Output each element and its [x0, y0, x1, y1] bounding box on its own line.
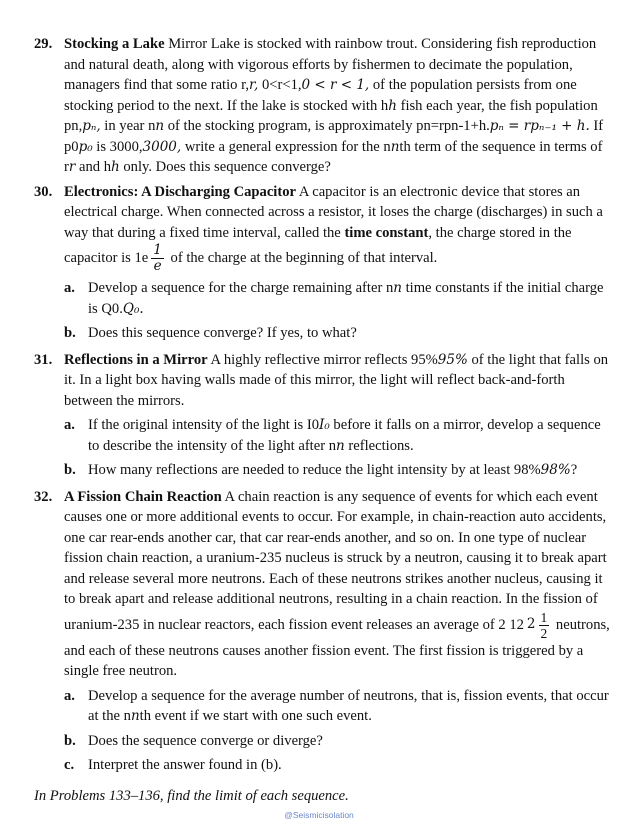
- subproblem-letter: a.: [64, 687, 75, 704]
- problem-text: fish each year, the fish population pn,: [64, 97, 598, 134]
- subproblem-text: Does this sequence converge? If yes, to what?: [88, 325, 357, 341]
- bold-term: time constant: [344, 224, 429, 241]
- math-recurrence: pₙ = rpₙ₋₁ + h.: [489, 118, 590, 134]
- problem-title: Electronics: A Discharging Capacitor: [64, 183, 296, 200]
- fraction-numerator: 1: [540, 609, 548, 625]
- problem-text: of the population persists from one stocking period to the next. If the lake is stocked with h: [64, 77, 577, 114]
- text: How many reflections are needed to reduce the light intensity by at least 98%: [88, 462, 541, 478]
- math-r: r: [68, 159, 76, 175]
- problem-text: If p0: [64, 118, 604, 155]
- problem-text: A chain reaction is any sequence of events for which each event causes one or more additional events to occur. For example, in chain-reaction auto accidents, one car rear-ends another car, that car rear-ends another, and so on. In one type of nuclear fission chain reaction, a uranium-235 nucleus is struck by a neutron, causing it to break apart and release several more neutrons. Each of these neutrons strikes another nucleus, causing it to break apart and release additional neutrons, resulting in a chain reaction. In the fission of uranium-235 in nuclear reactors, each fission event releases an average of 2 12: [64, 488, 607, 633]
- text: Develop a sequence for the average number of neutrons, that is, fission events, that occur at the n: [88, 687, 609, 724]
- problem-text: is 3000,: [92, 138, 143, 155]
- subproblem-a: [64, 415, 612, 456]
- text: If the original intensity of the light is I0: [88, 417, 320, 433]
- problem-title: A Fission Chain Reaction: [64, 488, 222, 505]
- math-n: n: [155, 118, 165, 134]
- subproblem-letter: a.: [64, 280, 75, 296]
- subproblem-text: Does the sequence converge or diverge?: [88, 732, 323, 749]
- math-98-percent: 98%: [540, 462, 571, 478]
- subproblem-letter: b.: [64, 462, 76, 478]
- math-inequality: 0 < r < 1,: [301, 77, 370, 93]
- math-n: n: [393, 280, 402, 296]
- text: time constants if the initial charge is Q0.: [88, 280, 604, 317]
- subproblem-letter: b.: [64, 325, 76, 341]
- problem-text: th term of the sequence in terms of r: [64, 138, 603, 175]
- problem-text: and h: [75, 159, 112, 175]
- problem-29: [34, 34, 612, 178]
- problem-title: Stocking a Lake: [64, 36, 165, 52]
- problem-text: 0<r<1,: [258, 77, 302, 93]
- subproblem-a: [64, 686, 612, 727]
- subproblem-text: [88, 686, 612, 727]
- math-p0: p₀: [78, 138, 93, 155]
- problem-title: Reflections in a Mirror: [64, 351, 208, 368]
- text: ?: [570, 462, 578, 478]
- subproblem-letter: c.: [64, 757, 75, 773]
- problem-number: 31.: [34, 351, 53, 368]
- problem-body: [64, 350, 612, 483]
- problem-body: [64, 487, 612, 778]
- subproblem-text: [88, 278, 612, 319]
- closing-instruction: In Problems 133–136, find the limit of each sequence.: [34, 787, 349, 804]
- subproblem-c: [64, 755, 612, 776]
- math-q0: Q₀.: [122, 300, 144, 317]
- problem-text: A capacitor is an electronic device that stores an electrical charge. When connected across a resistor, it loses the charge (discharges) in such a way that during a fixed time interval, called the: [64, 183, 603, 241]
- subproblem-text: [88, 460, 612, 481]
- math-r: r,: [249, 77, 259, 93]
- subproblem-b: [64, 731, 612, 752]
- problem-text: of the charge at the beginning of that interval.: [166, 249, 438, 266]
- problem-text: A highly reflective mirror reflects 95%: [207, 351, 438, 368]
- text: reflections.: [344, 437, 414, 454]
- problem-body: [64, 182, 612, 346]
- problem-text: only. Does this sequence converge?: [119, 159, 331, 175]
- fraction-denominator: e: [153, 258, 162, 274]
- problem-text: write a general expression for the n: [181, 138, 391, 155]
- math-pn: pₙ,: [82, 118, 101, 134]
- watermark: @Seismicisolation: [284, 810, 354, 820]
- math-h: h: [388, 97, 397, 114]
- problem-number: 32.: [34, 488, 53, 505]
- problem-number: 29.: [34, 36, 53, 52]
- problem-number: 30.: [34, 183, 53, 200]
- math-3000: 3000,: [142, 138, 182, 155]
- problem-text: neutrons, and each of these neutrons causes another fission event. The first fission is triggered by a single free neutron.: [64, 616, 610, 679]
- math-95-percent: 95%: [437, 351, 468, 368]
- problem-text: of the stocking program, is approximately pn=rpn-1+h.: [164, 118, 490, 134]
- subproblem-b: [64, 323, 612, 344]
- problem-text: of the light that falls on it. In a light box having walls made of this mirror, the light will reflect back-and-forth between the mirrors.: [64, 351, 609, 409]
- subproblem-text: Interpret the answer found in (b).: [88, 757, 282, 773]
- text: th event if we start with one such event.: [139, 708, 372, 724]
- problem-text: Mirror Lake is stocked with rainbow trout. Considering fish reproduction and natural death, along with vigorous efforts by fishermen to decimate the population, managers find that some ratio r,: [64, 36, 597, 93]
- subproblem-b: [64, 460, 612, 481]
- math-n: n: [130, 708, 140, 724]
- fraction-one-over-e: [151, 243, 164, 274]
- problem-31: [34, 350, 612, 483]
- math-i0: I₀: [319, 417, 330, 433]
- problem-30: [34, 182, 612, 346]
- text: Develop a sequence for the charge remaining after n: [88, 280, 394, 296]
- subproblem-letter: b.: [64, 732, 76, 749]
- fraction-numerator: 1: [153, 242, 162, 258]
- math-h: h: [111, 159, 120, 175]
- math-n: n: [390, 138, 400, 155]
- subproblem-a: [64, 278, 612, 319]
- problem-body: [64, 34, 612, 178]
- math-n: n: [336, 437, 345, 454]
- problem-32: [34, 487, 612, 778]
- fraction-denominator: 2: [540, 625, 548, 641]
- fraction-one-half: [539, 610, 550, 641]
- problem-text: in year n: [100, 118, 156, 134]
- mixed-number-whole: 2: [526, 616, 536, 633]
- subproblem-letter: a.: [64, 417, 75, 433]
- problem-text: , the charge stored in the capacitor is 1e: [64, 224, 572, 266]
- subproblem-text: [88, 415, 612, 456]
- text: before it falls on a mirror, develop a sequence to describe the intensity of the light after n: [88, 417, 601, 454]
